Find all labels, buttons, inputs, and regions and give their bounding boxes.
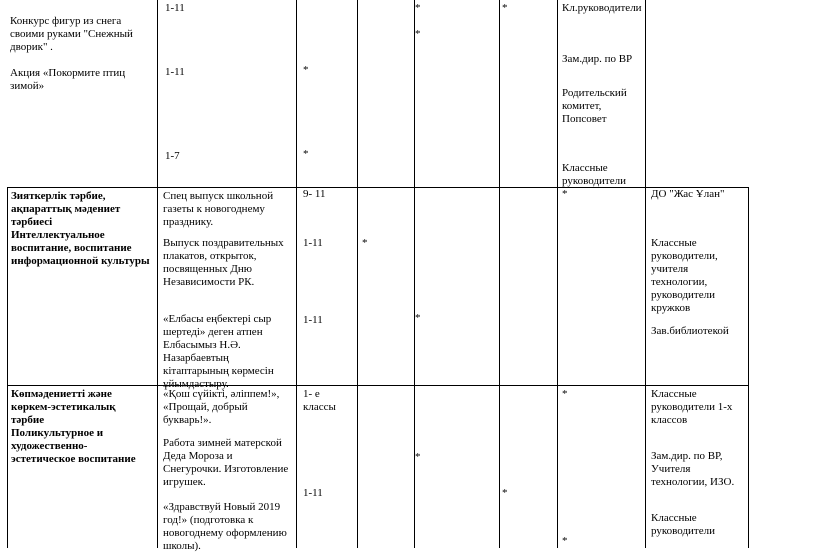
row2-classes-3: 1-11 bbox=[303, 314, 323, 326]
row2-mark-b: * bbox=[415, 312, 421, 324]
row2-event-3: «Елбасы еңбектері сыр шертеді» деген атпен Елбасымыз Н.Ә. Назарбаевтың кітаптарының көрмесін ұйымдастыру. bbox=[163, 313, 274, 390]
rule-col5 bbox=[499, 0, 500, 548]
row3-classes-2: 1-11 bbox=[303, 487, 323, 499]
row2-event-1: Спец выпуск школьной газеты к новогоднему празднику. bbox=[163, 190, 274, 228]
row1-responsible-4: Классные руководители bbox=[562, 162, 626, 187]
rule-col1 bbox=[157, 0, 158, 548]
row1-mark-d: * bbox=[303, 64, 309, 76]
row1-mark-a: * bbox=[415, 2, 421, 14]
row2-responsible-3: Зав.библиотекой bbox=[651, 325, 729, 337]
rule-row2-bottom bbox=[7, 385, 748, 386]
row3-responsible-2: Зам.дир. по ВР, Учителя технологии, ИЗО. bbox=[651, 450, 735, 488]
row2-mark-c: * bbox=[562, 188, 568, 200]
row3-responsible-3: Классные руководители bbox=[651, 512, 715, 537]
row1-responsible-3: Родительский комитет, Попсовет bbox=[562, 87, 627, 125]
rule-col0-left bbox=[7, 187, 8, 548]
row3-mark-b: * bbox=[502, 487, 508, 499]
row1-classes-1: 1-11 bbox=[165, 2, 185, 14]
rule-col4 bbox=[414, 0, 415, 548]
row1-mark-e: * bbox=[303, 148, 309, 160]
row2-classes-1: 9- 11 bbox=[303, 188, 326, 200]
row3-classes-1: 1- е классы bbox=[303, 388, 336, 413]
row1-activity: Конкурс фигур из снега своими руками "Снежный дворик" . Акция «Покормите птиц зимой» bbox=[10, 15, 133, 92]
row1-responsible-1: Кл.руководители bbox=[562, 2, 642, 14]
row3-mark-d: * bbox=[562, 535, 568, 547]
row3-event-3: «Здравствуй Новый 2019 год!» (подготовка к новогоднему оформлению школы). bbox=[163, 501, 287, 552]
rule-col7 bbox=[645, 0, 646, 548]
row2-event-2: Выпуск поздравительных плакатов, открыток, посвященных Дню Независимости РК. bbox=[163, 237, 284, 288]
row3-event-2: Работа зимней матерской Деда Мороза и Снегурочки. Изготовление игрушек. bbox=[163, 437, 289, 488]
row1-classes-2: 1-11 bbox=[165, 66, 185, 78]
row3-responsible-1: Классные руководители 1-х классов bbox=[651, 388, 733, 426]
rule-col8-right bbox=[748, 187, 749, 548]
row2-responsible-2: Классные руководители, учителя технологии, руководители кружков bbox=[651, 237, 718, 314]
row1-responsible-2: Зам.дир. по ВР bbox=[562, 53, 633, 65]
row3-mark-a: * bbox=[415, 451, 421, 463]
row1-mark-c: * bbox=[502, 2, 508, 14]
row2-direction: Зияткерлік тәрбие, ақпараттық мәдениет тәрбиесі Интеллектуальное воспитание, воспитание информационной культуры bbox=[11, 190, 150, 267]
row1-mark-b: * bbox=[415, 28, 421, 40]
row3-event-1: «Қош сүйікті, әліппем!», «Прощай, добрый букварь!». bbox=[163, 388, 280, 426]
rule-col2 bbox=[296, 0, 297, 548]
row3-direction: Көпмәдениетті және көркем-эстетикалық тәрбие Поликультурное и художественно-эстетическое воспитание bbox=[11, 388, 136, 465]
row3-mark-c: * bbox=[562, 388, 568, 400]
row2-responsible-1: ДО "Жас Ұлан" bbox=[651, 188, 725, 200]
rule-col3 bbox=[357, 0, 358, 548]
rule-col6 bbox=[557, 0, 558, 548]
row1-classes-3: 1-7 bbox=[165, 150, 180, 162]
row2-classes-2: 1-11 bbox=[303, 237, 323, 249]
row2-mark-a: * bbox=[362, 237, 368, 249]
